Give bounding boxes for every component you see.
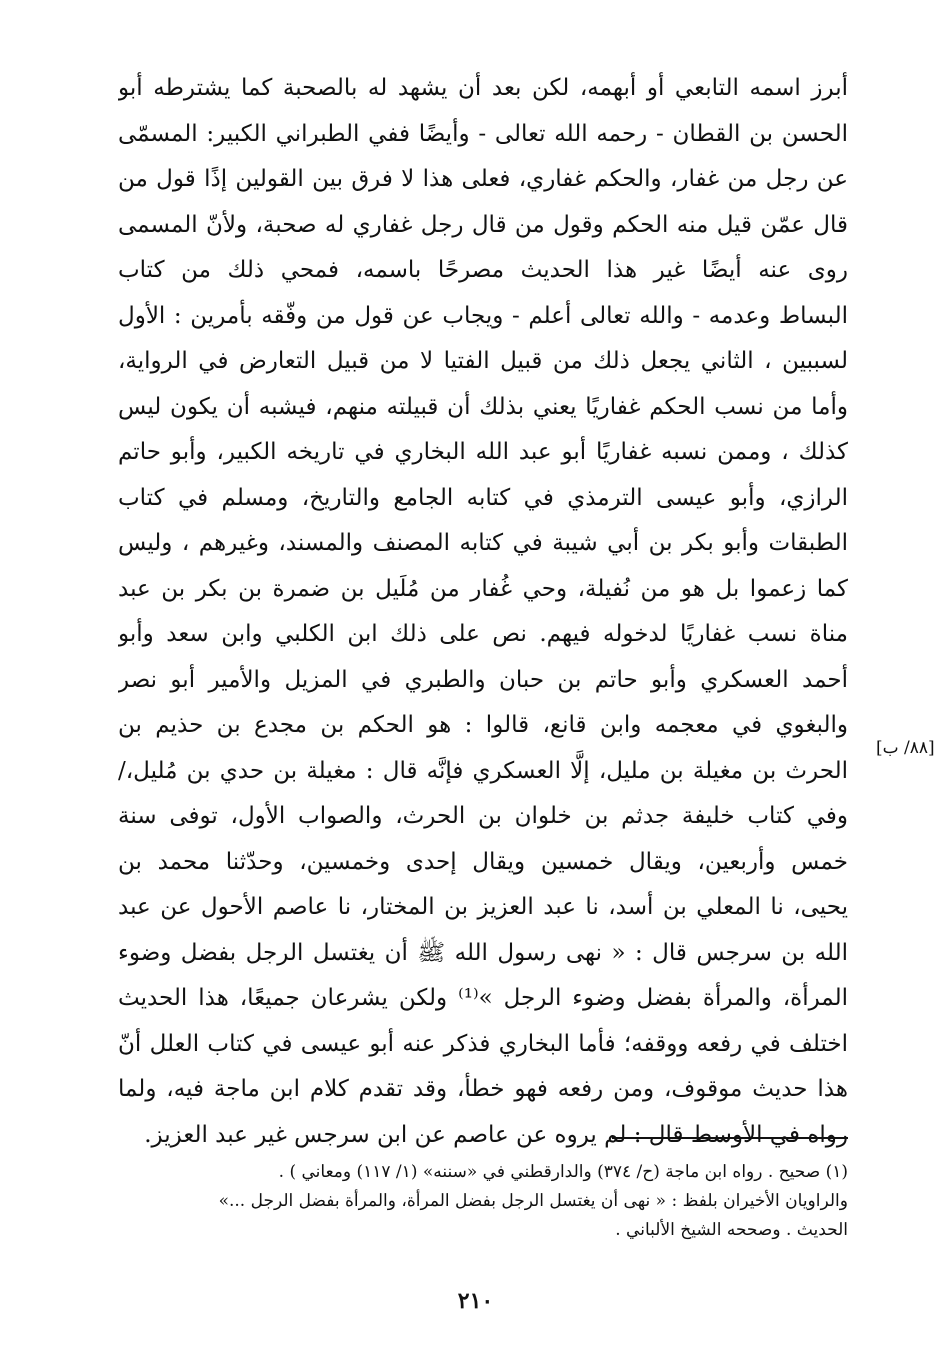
text-line: المرأة، والمرأة بفضل وضوء الرجل »⁽¹⁾ ولكن يشرعان جميعًا، هذا الحديث: [118, 985, 848, 1011]
text-line: أبرز اسمه التابعي أو أبهمه، لكن بعد أن يشهد له بالصحبة كما يشترطه أبو: [118, 75, 848, 101]
text-line: الحسن بن القطان - رحمه الله تعالى - وأيضًا ففي الطبراني الكبير: المسمّى: [118, 120, 848, 147]
text-line: وأما من نسب الحكم غفاريًا يعني بذلك أن قبيلته منهم، فيشبه أن يكون ليس: [118, 393, 848, 420]
text-line: الرازي، وأبو عيسى الترمذي في كتابه الجامع والتاريخ، ومسلم في كتاب: [118, 484, 848, 511]
footnote-line: والراويان الأخيران بلفظ : « نهى أن يغتسل الرجل بفضل المرأة، والمرأة بفضل الرجل ...»: [218, 1191, 848, 1211]
text-line: يحيى، نا المعلي بن أسد، نا عبد العزيز بن المختار، نا عاصم الأحول عن عبد: [118, 894, 848, 920]
text-line: مناة نسب غفاريًا لدخوله فيهم. نص على ذلك ابن الكلبي وابن سعد وأبو: [118, 621, 848, 647]
text-line: كما زعموا بل هو من نُفيلة، وحي غُفار من مُلَيل بن ضمرة بن بكر بن عبد: [118, 575, 848, 602]
text-line: اختلف في رفعه ووقفه؛ فأما البخاري فذكر عنه أبو عيسى في كتاب العلل أنّ: [118, 1030, 848, 1057]
footnote-line: الحديث . وصححه الشيخ الألباني .: [615, 1220, 848, 1240]
footnote-line: (١) صحيح . رواه ابن ماجة (ح/ ٣٧٤) والدارقطني في «سننه» (١/ ١١٧) ومعاني ) .: [278, 1162, 848, 1182]
text-line: عن رجل من غفار، والحكم غفاري، فعلى هذا لا فرق بين القولين إذًا قول من: [118, 166, 848, 192]
text-line: روى عنه أيضًا غير هذا الحديث مصرحًا باسمه، فمحي ذلك من كتاب: [118, 257, 848, 283]
text-line: قال عمّن قيل منه الحكم وقول من قال رجل غفاري له صحبة، ولأنّ المسمى: [118, 211, 848, 238]
text-line: كذلك ، وممن نسبه غفاريًا أبو عبد الله البخاري في تاريخه الكبير، وأبو حاتم: [118, 439, 848, 465]
manuscript-folio-marker: [٨٨/ ب]: [876, 738, 935, 758]
text-line: والبغوي في معجمه وابن قانع، قالوا : هو الحكم بن مجدع بن حذيم بن: [118, 712, 848, 738]
main-text-block: [118, 66, 848, 1158]
text-line: خمس وأربعين، ويقال خمسين ويقال إحدى وخمسين، وحدّثنا محمد بن: [118, 848, 848, 875]
footnotes-block: [118, 1158, 848, 1245]
footnote-separator: [612, 1137, 848, 1139]
text-line: هذا حديث موقوف، ومن رفعه فهو خطأ، وقد تقدم كلام ابن ماجة فيه، ولما: [118, 1076, 848, 1102]
text-line: الحرث بن مغيلة بن مليل، إلَّا العسكري فإنَّه قال : مغيلة بن حدي بن مُليل،/: [118, 757, 848, 784]
text-line: أحمد العسكري وأبو حاتم بن حبان والطبري في المزيل والأمير أبو نصر: [118, 666, 848, 693]
text-line: رواه في الأوسط قال : لم يروه عن عاصم عن ابن سرجس غير عبد العزيز.: [144, 1121, 848, 1148]
page-number: ٢١٠: [457, 1288, 494, 1314]
text-line: لسببين ، الثاني يجعل ذلك من قبيل الفتيا لا من قبيل التعارض في الرواية،: [118, 348, 848, 374]
text-line: الطبقات وأبو بكر بن أبي شيبة في كتابه المصنف والمسند، وغيرهم ، وليس: [118, 530, 848, 556]
text-line: وفي كتاب خليفة جدثم بن خلوان بن الحرث، والصواب الأول، توفى سنة: [118, 803, 848, 829]
text-line: الله بن سرجس قال : « نهى رسول الله ﷺ أن يغتسل الرجل بفضل وضوء: [118, 939, 848, 966]
text-line: البساط وعدمه - والله تعالى أعلم - ويجاب عن قول من وفّقه بأمرين : الأول: [118, 302, 848, 329]
